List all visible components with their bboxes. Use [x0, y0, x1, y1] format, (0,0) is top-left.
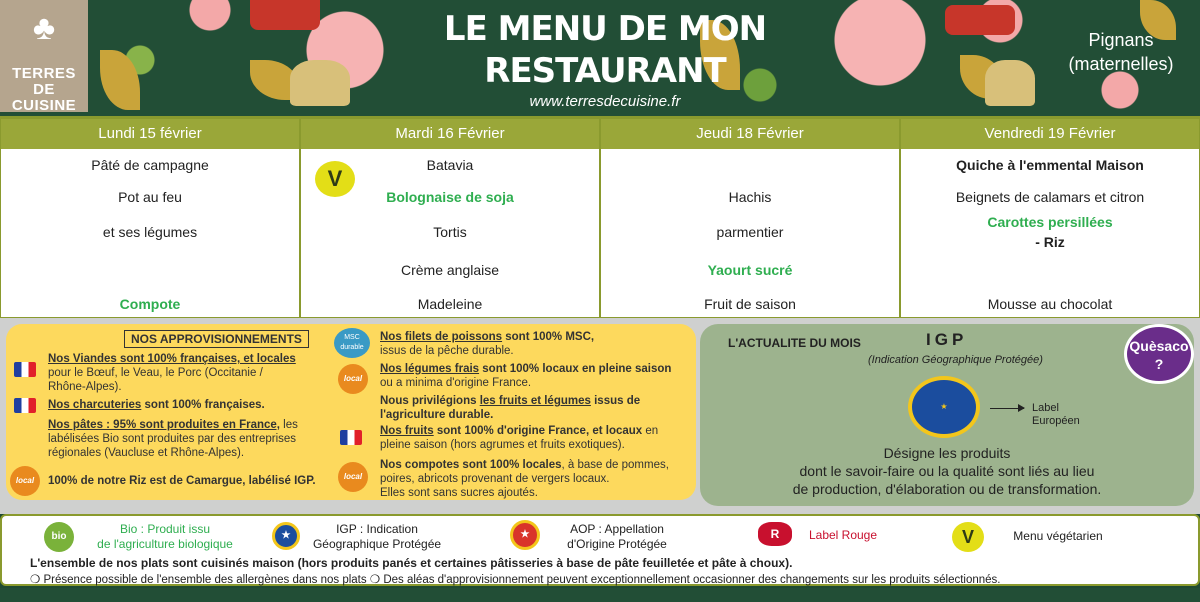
supply-text: Rhône-Alpes). [48, 381, 122, 393]
supply-text: les fruits et légumes [479, 395, 591, 407]
igp-seal-icon: ★ [272, 522, 300, 550]
vegetarian-badge: V [315, 161, 355, 197]
tractor-illustration [945, 5, 1015, 35]
question-mark-icon: ? [1154, 356, 1164, 372]
terres-de-cuisine-logo [0, 0, 88, 112]
allergen-note: ❍ Présence possible de l'ensemble des allergènes dans nos plats ❍ Des aléas d'approvisionnement peuvent exceptionnellement occasionner des changements sur les produits sélectionnés. [30, 574, 1001, 586]
supply-text: les [279, 419, 298, 431]
desc-line: Désigne les produits [883, 445, 1011, 461]
legend-label-rouge: Label Rouge [808, 528, 878, 542]
supply-text: sont 100% locaux en pleine saison [479, 363, 672, 375]
dish: Bolognaise de soja [386, 189, 514, 205]
supply-text: sont 100% françaises. [141, 399, 265, 411]
dish: Compote [119, 296, 181, 312]
gardener-illustration [985, 60, 1035, 106]
quesaco-text: Quèsaco [1129, 338, 1189, 354]
msc-badge-icon: MSC durable [334, 328, 370, 358]
supply-text: Nos légumes frais [380, 363, 480, 375]
supply-text: 100% de notre Riz est de Camargue, labélisé IGP. [48, 475, 316, 487]
dish: - Riz [1035, 234, 1065, 250]
supply-text: issus de [590, 395, 641, 407]
label-line: Européen [1032, 415, 1080, 427]
gardener-illustration [290, 60, 350, 106]
supply-text: Elles sont sans sucres ajoutés. [380, 487, 538, 499]
day-header: Vendredi 19 Février [901, 119, 1199, 149]
igp-seal-icon: ★ [908, 376, 980, 438]
supply-text: sont 100% d'origine France, et locaux [433, 425, 643, 437]
vegetarian-badge: V [952, 522, 984, 552]
legend-text: AOP : Appellation [570, 522, 664, 536]
supply-title: NOS APPROVISIONNEMENTS [124, 330, 309, 348]
title-line-2: RESTAURANT [484, 51, 726, 91]
igp-description [700, 444, 1194, 498]
header-banner [0, 0, 1200, 116]
supply-text: Nous privilégions [380, 395, 480, 407]
supply-text: issus de la pêche durable. [380, 345, 514, 357]
igp-full-name: (Indication Géographique Protégée) [868, 354, 1043, 366]
page-title [440, 8, 770, 92]
logo-text: TERRES DE CUISINE [11, 65, 77, 114]
supply-text: , à base de pommes, [561, 459, 669, 471]
weekly-menu [0, 116, 1200, 318]
dish: Yaourt sucré [707, 262, 793, 278]
website-link[interactable]: www.terresdecuisine.fr [529, 93, 681, 110]
dish: Mousse au chocolat [987, 296, 1113, 312]
dish: Fruit de saison [704, 296, 796, 312]
school-name: Pignans (maternelles) [1068, 30, 1174, 74]
supply-text: labélisées Bio sont produites par des entreprises [48, 433, 297, 445]
dish: Carottes persillées [987, 214, 1113, 230]
france-flag-icon [340, 430, 362, 445]
news-of-the-month-panel [700, 324, 1194, 506]
homemade-note: L'ensemble de nos plats sont cuisinés maison (hors produits panés et certaines pâtisseries à base de pâte feuilletée et pâte à choux). [30, 556, 793, 570]
news-title: L'ACTUALITE DU MOIS [728, 336, 861, 350]
day-column-tuesday [300, 118, 600, 318]
supply-text: pour le Bœuf, le Veau, le Porc (Occitanie / [48, 367, 263, 379]
supply-text: sont 100% MSC, [502, 331, 595, 343]
supply-text: Nos Viandes sont 100% françaises, et locales [48, 353, 296, 365]
chef-icon: ♣ [32, 9, 56, 47]
supply-text: régionales (Vaucluse et Rhône-Alpes). [48, 447, 245, 459]
quesaco-badge [1124, 324, 1194, 384]
label-line: Label [1032, 402, 1059, 414]
dish: Batavia [426, 157, 474, 173]
dish: Pot au feu [118, 189, 182, 205]
local-badge-icon: local [338, 364, 368, 394]
day-header: Lundi 15 février [1, 119, 299, 149]
legend-aop [547, 522, 687, 552]
day-column-thursday [600, 118, 900, 318]
dish: Quiche à l'emmental Maison [956, 157, 1144, 173]
day-column-monday [0, 118, 300, 318]
dish: parmentier [716, 224, 784, 240]
decor-leaf [100, 50, 140, 110]
dish: Madeleine [417, 296, 483, 312]
legend-vegetarian: Menu végétarien [1013, 529, 1103, 543]
title-line-1: LE MENU DE MON [443, 9, 767, 49]
supply-text: Nos compotes sont 100% locales [380, 459, 562, 471]
footer-decor [0, 588, 1200, 602]
supply-text: Nos filets de poissons [380, 331, 503, 343]
bio-leaf-icon: bio [44, 522, 74, 552]
label-european [1032, 402, 1080, 428]
france-flag-icon [14, 362, 36, 377]
supply-text: l'agriculture durable. [380, 409, 494, 421]
legend-text: IGP : Indication [336, 522, 418, 536]
tractor-illustration [250, 0, 320, 30]
dish: Crème anglaise [400, 262, 500, 278]
legend-text: Géographique Protégée [312, 537, 442, 551]
supply-panel [6, 324, 696, 500]
desc-line: de production, d'élaboration ou de transformation. [792, 481, 1102, 497]
igp-heading: IGP [926, 330, 968, 349]
local-badge-icon: local [10, 466, 40, 496]
legend-igp [302, 522, 452, 552]
dish: Tortis [433, 224, 467, 240]
legend-bio [80, 522, 250, 552]
dish: Pâté de campagne [91, 157, 209, 173]
supply-text: pleine saison (hors agrumes et fruits exotiques). [380, 439, 625, 451]
desc-line: dont le savoir-faire ou la qualité sont liés au lieu [799, 463, 1095, 479]
supply-text: poires, abricots provenant de vergers locaux. [380, 473, 610, 485]
day-header: Jeudi 18 Février [601, 119, 899, 149]
dish: Beignets de calamars et citron [955, 189, 1145, 205]
local-badge-icon: local [338, 462, 368, 492]
legend-text: de l'agriculture biologique [97, 537, 233, 551]
france-flag-icon [14, 398, 36, 413]
legend-text: Bio : Produit issu [119, 522, 211, 536]
dish: et ses légumes [102, 224, 198, 240]
legend-panel [0, 514, 1200, 586]
aop-seal-icon: ★ [510, 520, 540, 550]
day-header: Mardi 16 Février [301, 119, 599, 149]
dish: Hachis [728, 189, 772, 205]
supply-text: Nos pâtes : 95% sont produites en France, [48, 419, 280, 431]
supply-text: Nos charcuteries [48, 399, 142, 411]
arrow-icon [990, 408, 1024, 409]
label-rouge-icon: R [758, 522, 792, 546]
supply-text: ou a minima d'origine France. [380, 377, 532, 389]
day-column-friday [900, 118, 1200, 318]
supply-text: Nos fruits [380, 425, 434, 437]
supply-text: en [642, 425, 659, 437]
legend-text: d'Origine Protégée [567, 537, 667, 551]
